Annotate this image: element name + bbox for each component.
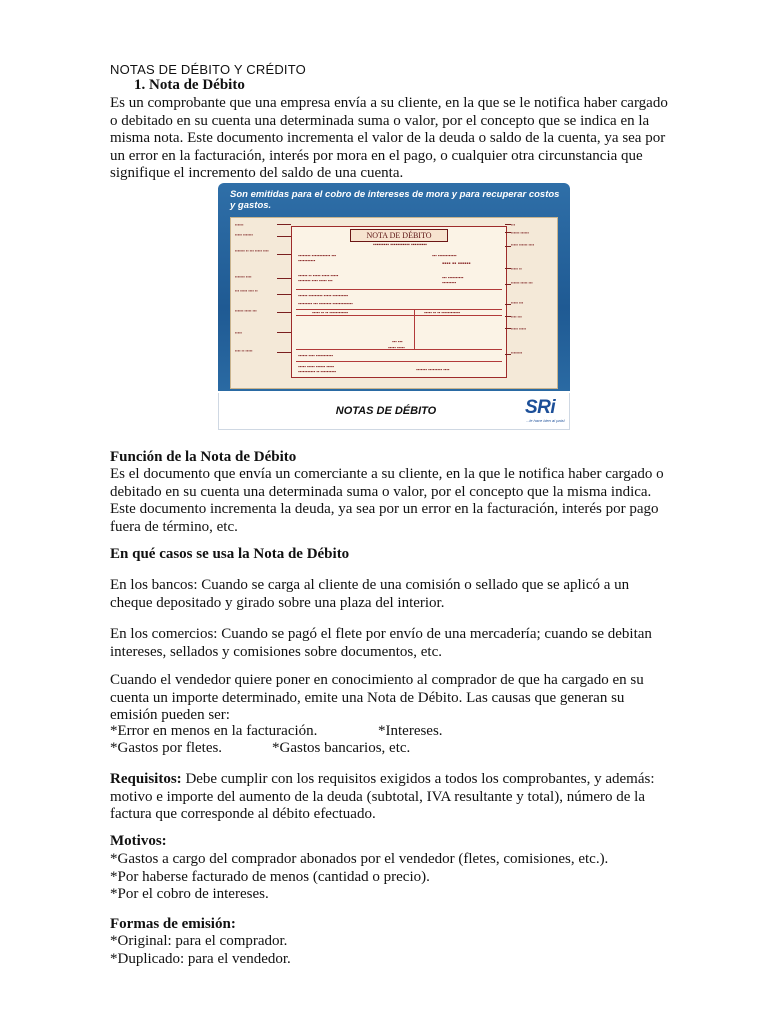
sample-doc-text: ▪▪▪▪▪▪▪▪ ▪▪▪▪▪▪▪▪▪▪▪▪ ▪▪▪ ▪▪▪▪▪▪▪▪▪▪▪ [298,253,336,263]
annotation-arrow [505,246,511,247]
causa-fletes: *Gastos por fletes. [110,740,223,756]
sample-doc-text: ▪▪▪▪▪ ▪▪▪▪▪ ▪▪▪▪▪▪ ▪▪▪▪▪ ▪▪▪▪▪▪▪▪▪▪▪ ▪▪ ▪▪▪▪▪▪▪▪▪▪ [298,364,336,374]
annotation-label: ▪▪▪▪▪ [235,330,243,335]
annotation-arrow [505,354,511,355]
annotation-arrow [277,312,291,313]
heading-motivos: Motivos: [110,833,167,849]
causa-error: *Error en menos en la facturación. [110,723,318,739]
sample-doc-text: ▪▪▪▪▪ ▪▪ ▪▪ ▪▪▪▪▪▪▪▪▪▪▪▪ [312,310,348,315]
formas-list [110,933,670,968]
annotation-label: ▪▪▪▪▪▪ ▪▪▪▪▪ ▪▪▪ [511,280,533,285]
sample-doc-rule [296,361,502,362]
annotation-label: ▪▪▪▪▪ ▪▪ [511,266,522,271]
sample-doc-rule [296,289,502,290]
annotation-arrow [277,236,291,237]
paragraph-nota-debito: Es un comprobante que una empresa envía a su cliente, en la que se le notifica haber cargado o debitado en su cuenta una determinada suma o valor, por el concepto que se indica en la misma nota. Este documento incrementa el valor de la deuda o saldo de la cuenta, ya sea por un error en la facturación, interés por mora en el pago, o cualquier otra circunstancia que signifique el incremento del saldo de una cuenta. [110,95,668,181]
annotation-label: ▪▪▪▪▪ ▪▪▪▪▪▪ ▪▪▪▪ [511,242,535,247]
figure-top-caption: Son emitidas para el cobro de intereses de mora y para recuperar costos y gastos. [230,189,560,211]
annotation-label: ▪▪▪▪▪ ▪▪▪▪▪▪▪ [235,232,254,237]
annotation-label: ▪▪▪▪▪▪ ▪▪▪▪▪ ▪▪▪ [235,308,257,313]
list-item: *Por haberse facturado de menos (cantidad o precio). [110,868,430,885]
figure-image-panel [218,183,570,391]
sample-doc-text: ▪▪▪▪▪ ▪▪▪▪▪ [388,345,405,350]
sample-doc-title: NOTA DE DÉBITO [350,229,448,242]
annotation-arrow [277,254,291,255]
annotation-arrow [277,278,291,279]
annotation-arrow [277,352,291,353]
sample-doc-subtitle: ▪▪▪▪▪▪▪▪▪ ▪▪▪▪▪▪▪▪▪▪▪ ▪▪▪▪▪▪▪▪▪ [373,243,427,248]
heading-casos: En qué casos se usa la Nota de Débito [110,546,350,562]
sample-doc-rule [296,315,502,316]
sample-doc-text: ▪▪▪ ▪▪▪▪▪▪▪▪▪▪ ▪▪▪▪▪▪▪▪▪ [442,275,464,285]
annotation-arrow [505,268,511,269]
sample-doc-text: ▪▪▪ ▪▪▪ [392,339,403,344]
figure-caption: NOTAS DE DÉBITO [335,405,437,417]
annotation-label: ▪▪▪▪▪ ▪▪▪ [511,300,524,305]
list-item: *Original: para el comprador. [110,933,288,949]
sample-doc-text: ▪▪▪▪▪▪▪▪▪ ▪▪▪ ▪▪▪▪▪▪▪▪ ▪▪▪▪▪▪▪▪▪▪▪▪▪ [298,301,353,306]
annotation-arrow [505,284,511,285]
sample-document-background [230,217,558,389]
sample-doc-text: ▪▪▪▪▪▪ ▪▪ ▪▪▪▪▪ ▪▪▪▪▪ ▪▪▪▪▪ ▪▪▪▪▪▪▪▪ ▪▪▪▪ ▪▪▪▪▪ ▪▪▪ [298,273,339,283]
causa-intereses: *Intereses. [378,723,443,739]
annotation-arrow [505,328,511,329]
sample-doc-text: ▪▪▪ ▪▪▪▪▪▪▪▪▪▪▪▪ [432,253,457,258]
motivos-list [110,851,670,904]
annotation-arrow [505,224,511,225]
annotation-label: ▪▪▪ [511,222,516,227]
annotation-label: ▪▪▪▪▪▪ [235,222,244,227]
figure-caption-bar [218,393,570,430]
annotation-label: ▪▪▪▪▪▪▪ ▪▪▪▪ [235,274,252,279]
sample-doc-text: ▪▪▪▪▪▪▪ ▪▪▪▪▪▪▪▪▪ ▪▪▪▪ [416,367,450,372]
sample-doc-text: ▪▪▪▪▪▪ ▪▪▪▪ ▪▪▪▪▪▪▪▪▪▪▪ [298,353,333,358]
sample-doc-text: ▪▪▪▪▪ ▪▪ ▪▪ ▪▪▪▪▪▪▪▪▪▪▪▪ [424,310,460,315]
annotation-label: ▪▪▪ ▪▪▪▪▪ ▪▪▪▪ ▪▪ [235,288,258,293]
requisitos-label: Requisitos: [110,771,182,787]
sri-logo-tagline: ...le hace bien al país! [526,418,565,423]
heading-formas: Formas de emisión: [110,916,236,932]
sample-doc-text: ▪▪▪▪▪▪ ▪▪▪▪▪▪▪▪▪ ▪▪▪▪▪ ▪▪▪▪▪▪▪▪▪▪ [298,293,348,298]
paragraph-requisitos [110,771,670,824]
sample-nota-debito [291,226,507,378]
annotation-arrow [277,294,291,295]
heading-funcion: Función de la Nota de Débito [110,449,297,465]
list-item: *Gastos a cargo del comprador abonados por el vendedor (fletes, comisiones, etc.). [110,851,609,867]
paragraph-funcion: Es el documento que envía un comerciante a su cliente, en la que le notifica haber cargado o debitado en su cuenta una determinada suma o valor, por el concepto que la misma indica. Este documento incrementa la deuda, ya sea por un error en la facturación, interés por pago fuera de término, etc. [110,466,664,535]
annotation-label: ▪▪▪▪▪▪▪ ▪▪ ▪▪▪ ▪▪▪▪▪ ▪▪▪▪ [235,248,269,253]
annotation-arrow [505,316,511,317]
paragraph-comercios: En los comercios: Cuando se pagó el flete por envío de una mercadería; cuando se debitan intereses, sellados y comisiones sobre documentos, etc. [110,626,652,660]
sri-logo: SRi [525,397,556,418]
requisitos-body: Debe cumplir con los requisitos exigidos a todos los comprobantes, y además: motivo e importe del aumento de la deuda (subtotal, IVA resultante y total), número de la factura que corresponde al débito efectuado. [110,771,655,822]
paragraph-vendedor: Cuando el vendedor quiere poner en conocimiento al comprador de que ha cargado en su cuenta un importe determinado, emite una Nota de Débito. Las causas que generan su emisión pueden ser: [110,672,644,723]
section-heading-nota-debito: 1. Nota de Débito [134,77,245,93]
paragraph-bancos: En los bancos: Cuando se carga al cliente de una comisión o sellado que se aplicó a un cheque depositado y girado sobre una plaza del interior. [110,577,630,611]
annotation-label: ▪▪▪▪ ▪▪ ▪▪▪▪▪ [235,348,253,353]
list-item: *Duplicado: para el vendedor. [110,950,291,967]
causa-bancarios: *Gastos bancarios, etc. [272,740,411,756]
annotation-label: ▪▪▪▪▪ ▪▪▪▪▪ [511,326,527,331]
annotation-arrow [505,304,511,305]
annotation-arrow [277,224,291,225]
annotation-arrow [505,232,511,233]
list-item: *Por el cobro de intereses. [110,886,269,902]
document-header: NOTAS DE DÉBITO Y CRÉDITO [110,62,306,77]
annotation-label: ▪▪▪▪▪▪ ▪▪▪▪▪▪ [511,230,530,235]
annotation-label: ▪▪▪▪ ▪▪▪ [511,314,522,319]
annotation-arrow [277,332,291,333]
annotation-label: ▪▪▪▪▪▪▪▪ [511,350,523,355]
nota-debito-figure [218,183,570,430]
sample-doc-text: ▪▪▪▪ ▪▪ ▪▪▪▪▪▪ [442,261,471,267]
